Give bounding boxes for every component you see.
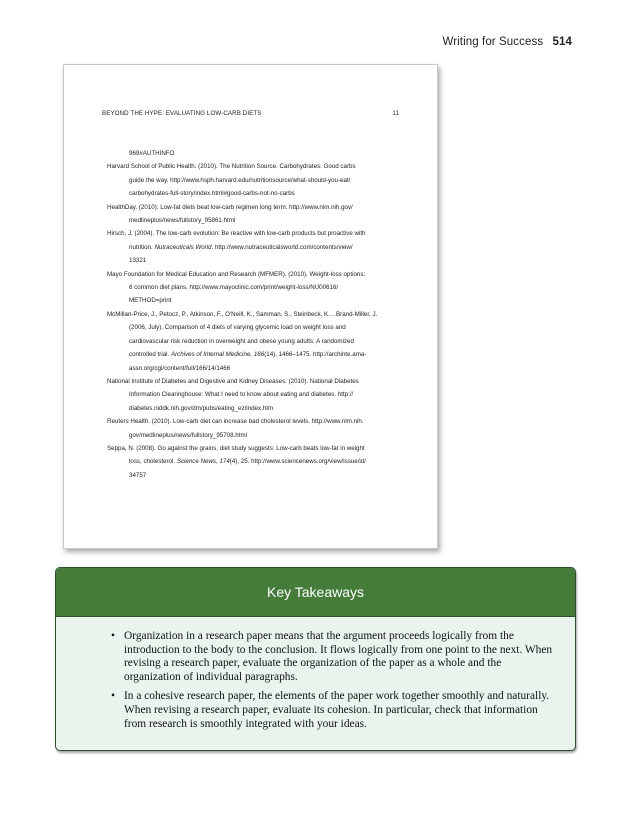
reference-line: assn.org/cgi/content/full/166/14/1466	[129, 364, 231, 372]
reference-line: McMillan-Price, J., Petocz, P., Atkinson, F., O'Neill, K., Samman, S., Steinbeck, K.…Brand-Miller, J.	[107, 310, 378, 318]
reference-entry	[107, 147, 397, 160]
takeaways-list	[56, 630, 575, 731]
reference-entry	[107, 227, 397, 267]
reference-line: nutrition. Nutraceuticals World. http://www.nutraceuticalsworld.com/contents/view/	[129, 243, 353, 251]
paper-page-number: 11	[392, 110, 399, 117]
reference-entry	[107, 201, 397, 228]
reference-line: Mayo Foundation for Medical Education and Research (MFMER). (2010). Weight-loss options:	[107, 270, 366, 278]
reference-entry	[107, 308, 397, 375]
reference-line: National Institute of Diabetes and Digestive and Kidney Diseases. (2010). National Diabetes	[107, 377, 359, 385]
reference-line: Reuters Health. (2010). Low-carb diet can increase bad cholesterol levels. http://www.nlm.nih.	[107, 418, 364, 426]
page-number: 514	[552, 36, 572, 48]
reference-line: 34757	[129, 471, 147, 479]
takeaway-item: • In a cohesive research paper, the elements of the paper work together smoothly and naturally. When revising a research paper, evaluate its cohesion. In particular, check that information from research is smoothly integrated with your ideas.	[124, 690, 553, 731]
book-title: Writing for Success	[442, 36, 544, 48]
reference-line: (2006, July). Comparison of 4 diets of varying glycemic load on weight loss and	[129, 324, 346, 332]
reference-line: controlled trial. Archives of Internal Medicine, 166(14), 1466–1475. http://archinte.ama-	[129, 351, 367, 359]
reference-entry	[107, 375, 397, 415]
reference-line: gov/medlineplus/news/fullstory_95708.html	[129, 431, 247, 439]
reference-line: carbohydrates-full-story/index.html#good-carbs-not-no-carbs	[129, 190, 295, 198]
reference-line: 6 common diet plans. http://www.mayoclinic.com/print/weight-loss/NU00616/	[129, 284, 339, 292]
paper-running-head	[102, 110, 399, 117]
reference-line: Seppa, N. (2008). Go against the grains, diet study suggests: Low-carb beats low-fat in weight	[107, 444, 365, 452]
key-takeaways-box	[55, 567, 576, 751]
reference-line: Hirsch, J. (2004). The low-carb evolution: Be reactive with low-carb products but proactive with	[107, 230, 366, 238]
reference-entry	[107, 160, 397, 200]
reference-line: 969#AUTHINFO	[129, 150, 175, 157]
reference-line: loss, cholesterol. Science News, 174(4), 25. http://www.sciencenews.org/view/issue/id/	[129, 458, 366, 466]
key-takeaways-title: Key Takeaways	[56, 568, 575, 617]
reference-line: HealthDay. (2010). Low-fat diets beat low-carb regimen long term. http://www.nlm.nih.gov/	[107, 203, 353, 211]
reference-entry	[107, 442, 397, 482]
paper-header-title: BEYOND THE HYPE: EVALUATING LOW-CARB DIETS	[102, 110, 262, 117]
reference-list	[107, 147, 397, 482]
reference-line: METHOD=print	[129, 297, 172, 305]
reference-entry	[107, 268, 397, 308]
paper-page-image	[63, 64, 438, 549]
reference-line: 13321	[129, 257, 147, 265]
reference-line: guide the way. http://www.hsph.harvard.edu/nutritionsource/what-should-you-eat/	[129, 176, 351, 184]
reference-line: medlineplus/news/fullstory_95861.html	[129, 217, 236, 225]
reference-line: diabetes.niddk.nih.gov/dm/pubs/eating_ez/index.htm	[129, 404, 274, 412]
reference-line: Information Clearinghouse: What I need to know about eating and diabetes. http://	[129, 391, 354, 399]
takeaway-item: • Organization in a research paper means that the argument proceeds logically from the introduction to the body to the conclusion. It flows logically from one point to the next. When revising a research paper, evaluate the organization of the paper as a whole and the organization of individual paragraphs.	[124, 630, 553, 684]
reference-line: cardiovascular risk reduction in overweight and obese young adults: A randomized	[129, 337, 354, 345]
reference-entry	[107, 415, 397, 442]
reference-line: Harvard School of Public Health. (2010). The Nutrition Source. Carbohydrates: Good carbs	[107, 163, 356, 171]
running-header	[442, 36, 572, 48]
